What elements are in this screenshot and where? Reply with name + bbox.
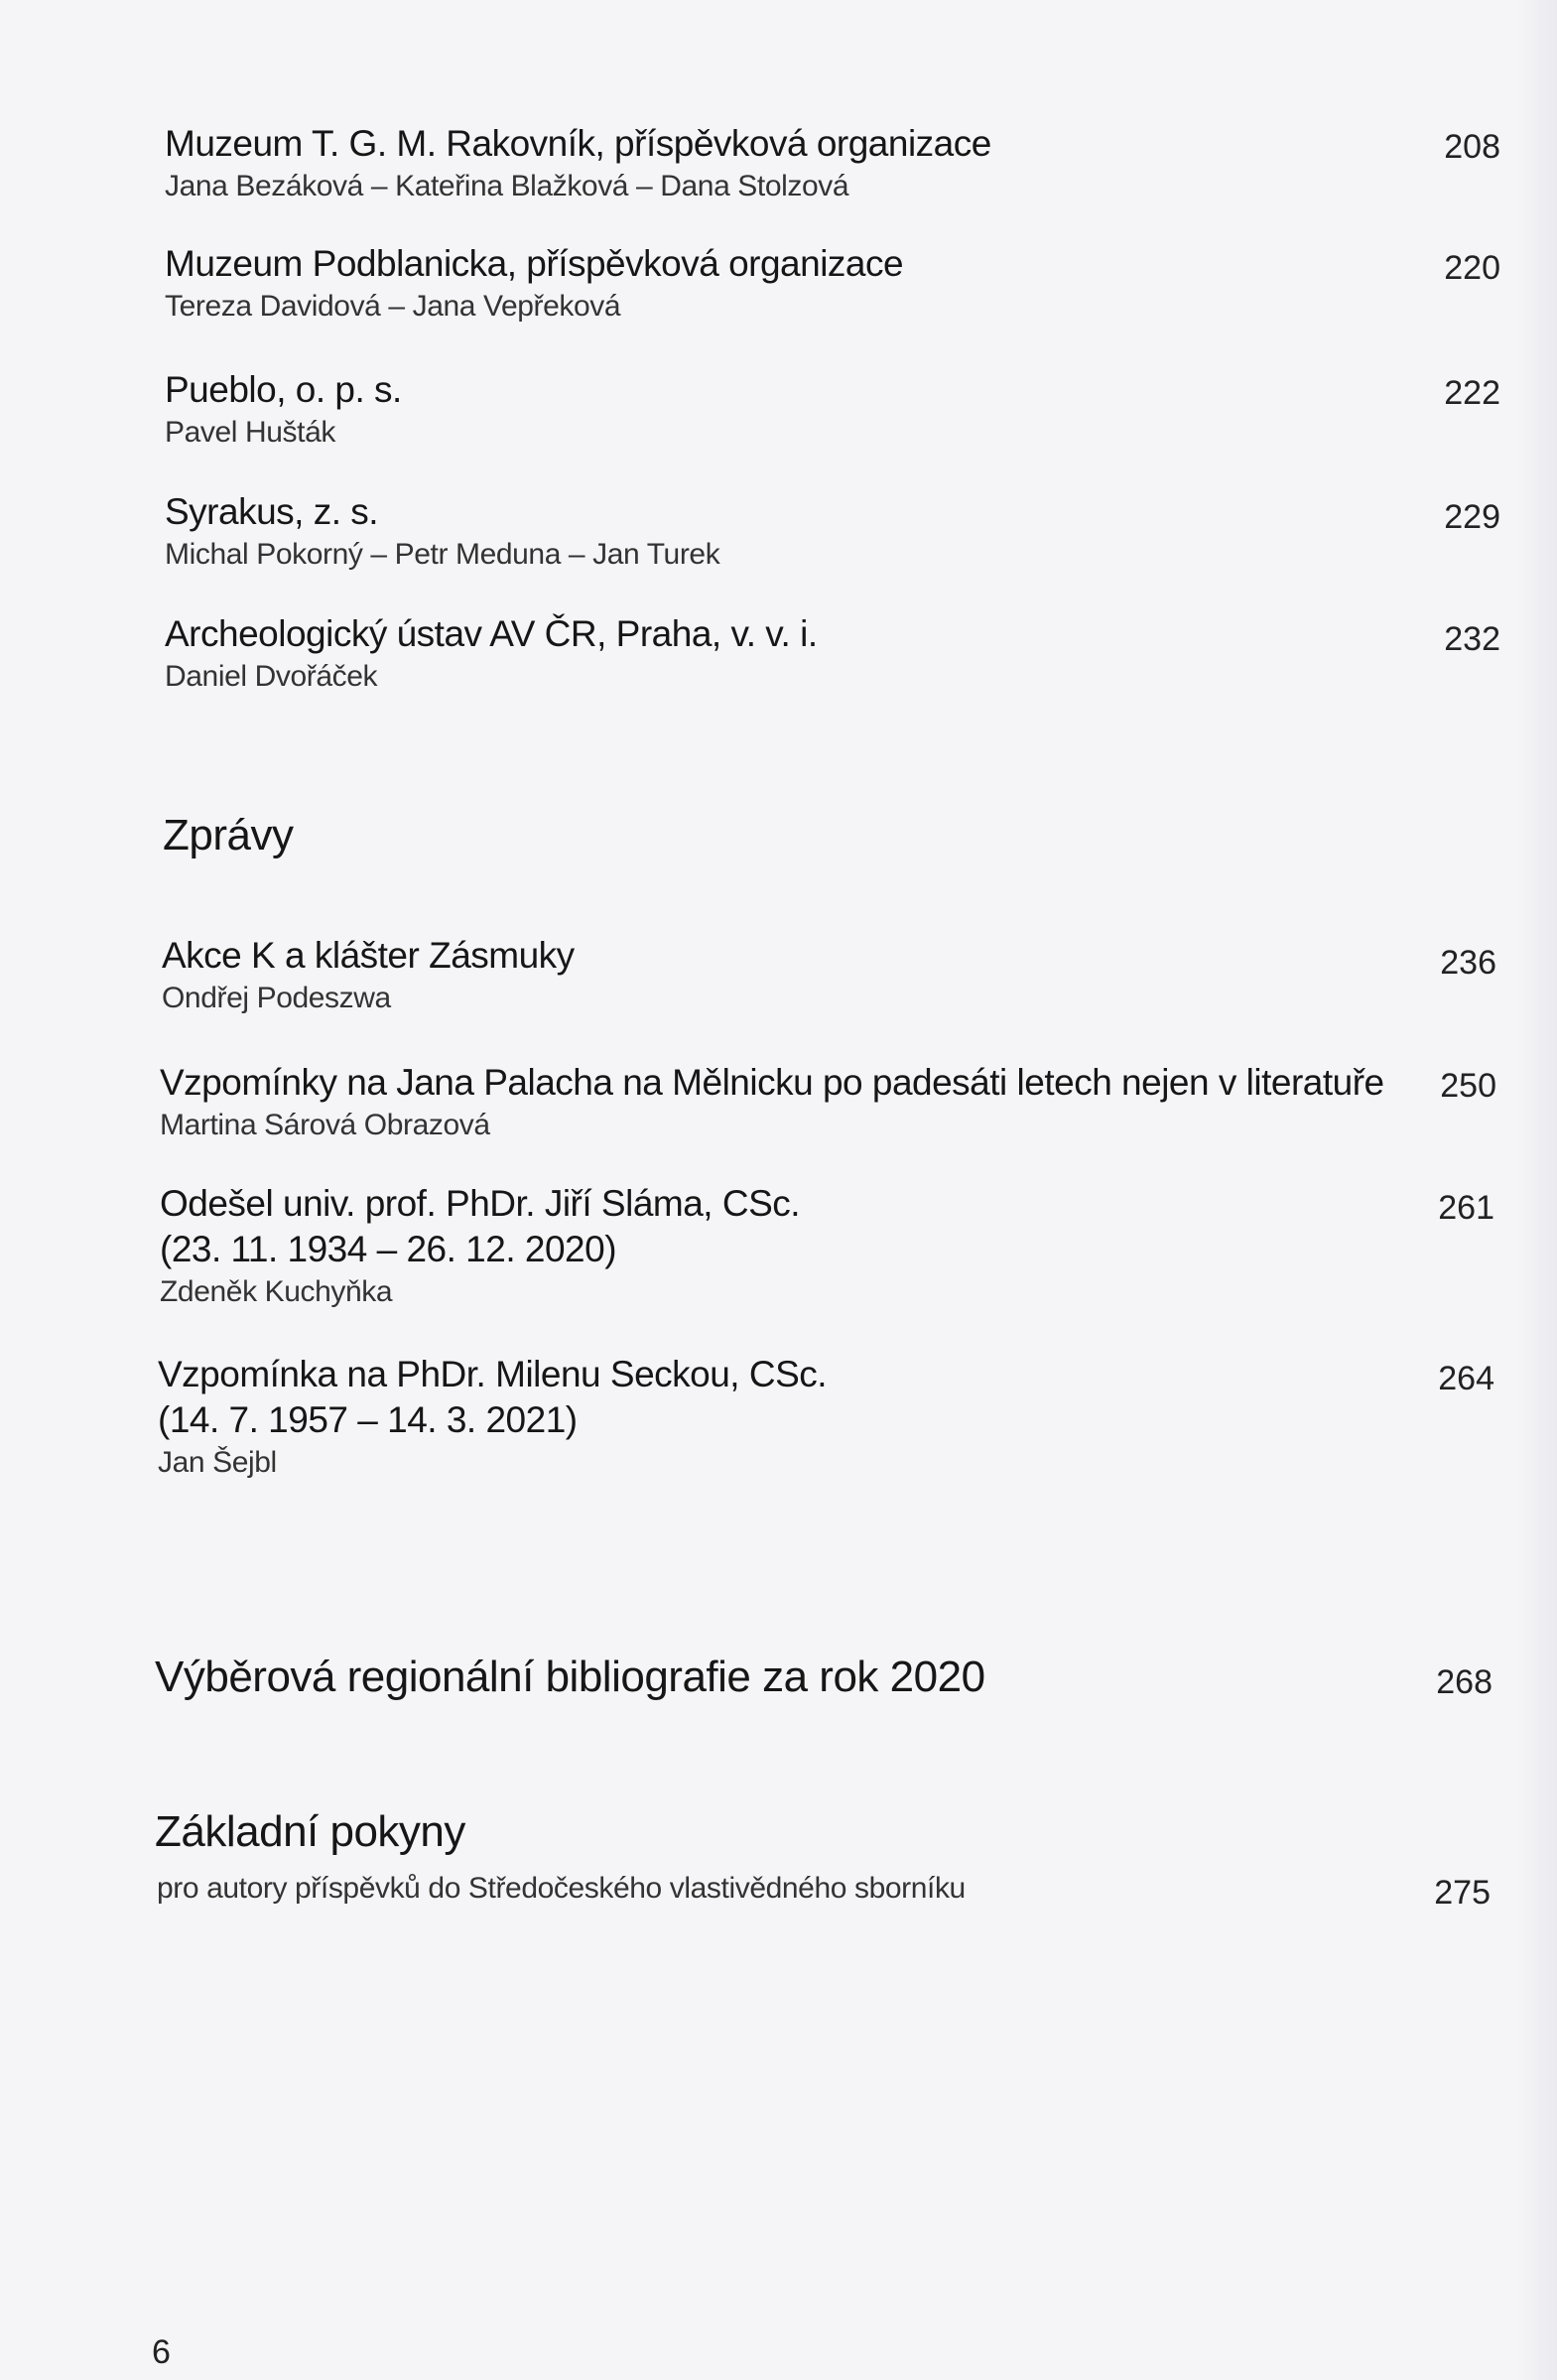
entry-page-number: 222	[1444, 374, 1500, 412]
entry-title: Archeologický ústav AV ČR, Praha, v. v. i.	[165, 613, 818, 654]
entry-page-number: 236	[1440, 944, 1496, 982]
entry-title: Vzpomínky na Jana Palacha na Mělnicku po padesáti letech nejen v literatuře	[160, 1062, 1384, 1103]
entry-page-number: 268	[1436, 1663, 1492, 1701]
page-folio: 6	[152, 2333, 171, 2371]
entry-title: Odešel univ. prof. PhDr. Jiří Sláma, CSc.	[160, 1183, 801, 1224]
entry-page-number: 250	[1440, 1067, 1496, 1105]
entry-authors: Martina Sárová Obrazová	[160, 1109, 490, 1141]
entry-page-number: 264	[1438, 1360, 1494, 1397]
entry-authors: Ondřej Podeszwa	[162, 982, 391, 1014]
entry-authors: Jana Bezáková – Kateřina Blažková – Dana Stolzová	[165, 170, 849, 202]
entry-page-number: 232	[1444, 620, 1500, 658]
entry-title-dates: (14. 7. 1957 – 14. 3. 2021)	[158, 1399, 578, 1440]
entry-title: Vzpomínka na PhDr. Milenu Seckou, CSc.	[158, 1354, 828, 1394]
entry-page-number: 261	[1438, 1189, 1494, 1227]
entry-title: Syrakus, z. s.	[165, 491, 379, 532]
entry-page-number: 229	[1444, 498, 1500, 536]
entry-title: Muzeum T. G. M. Rakovník, příspěvková organizace	[165, 123, 991, 164]
toc-entry	[158, 1352, 827, 1483]
entry-title: Pueblo, o. p. s.	[165, 369, 402, 410]
entry-title-dates: (23. 11. 1934 – 26. 12. 2020)	[160, 1229, 617, 1269]
toc-entry	[165, 611, 818, 697]
toc-entry	[165, 241, 903, 327]
toc-entry	[162, 933, 575, 1018]
entry-page-number: 208	[1444, 128, 1500, 166]
entry-authors: Tereza Davidová – Jana Vepřeková	[165, 290, 621, 323]
toc-entry	[160, 1060, 1384, 1145]
entry-authors: Pavel Hušták	[165, 416, 335, 449]
entry-authors: Jan Šejbl	[158, 1446, 277, 1479]
entry-authors: Zdeněk Kuchyňka	[160, 1275, 393, 1308]
entry-title: Muzeum Podblanicka, příspěvková organizace	[165, 243, 904, 284]
entry-authors: Michal Pokorný – Petr Meduna – Jan Turek	[165, 538, 720, 571]
toc-entry	[165, 121, 991, 206]
entry-page-number: 275	[1434, 1874, 1491, 1912]
guidelines-subtitle: pro autory příspěvků do Středočeského vlastivědného sborníku	[157, 1872, 966, 1905]
section-heading-bibliography: Výběrová regionální bibliografie za rok 2020	[155, 1653, 985, 1701]
entry-page-number: 220	[1444, 249, 1500, 287]
section-heading-guidelines: Základní pokyny	[155, 1807, 465, 1856]
section-heading-zpravy: Zprávy	[163, 811, 294, 859]
page-edge-shadow	[1517, 0, 1557, 2380]
entry-authors: Daniel Dvořáček	[165, 660, 378, 693]
toc-entry	[165, 367, 402, 453]
entry-title: Akce K a klášter Zásmuky	[162, 935, 575, 976]
toc-entry	[160, 1181, 800, 1312]
toc-entry	[165, 489, 719, 575]
